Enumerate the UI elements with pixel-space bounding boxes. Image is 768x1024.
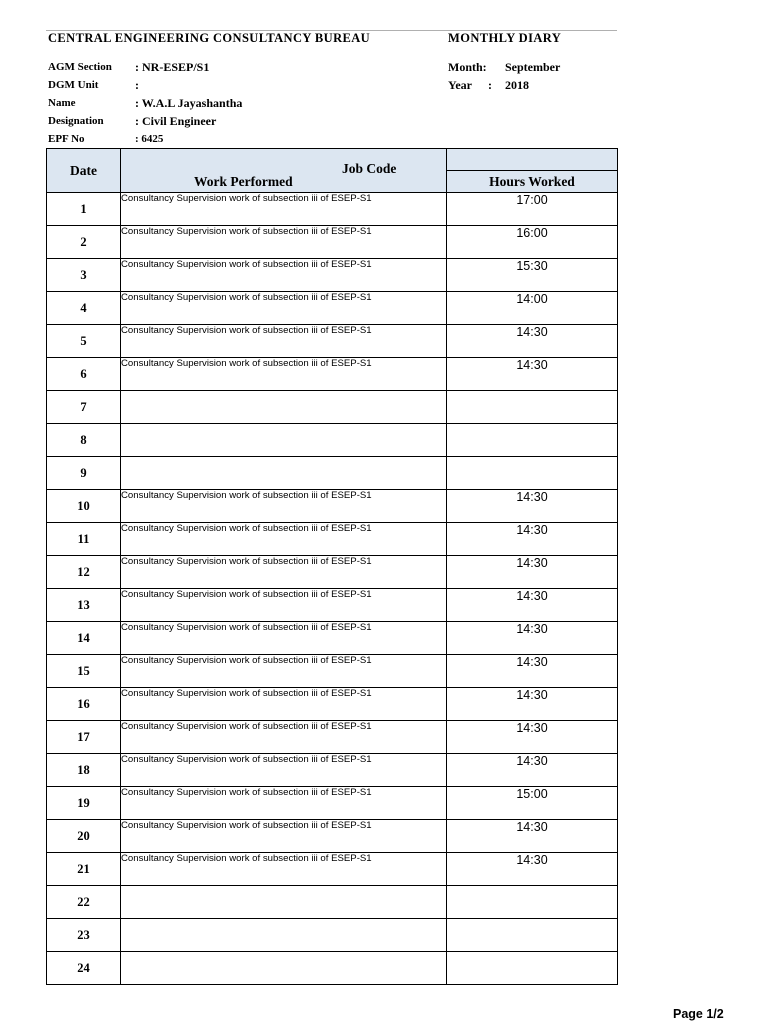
date-cell: 9 [47, 457, 121, 490]
work-cell [121, 886, 447, 919]
designation-value: : Civil Engineer [135, 114, 217, 128]
date-cell: 15 [47, 655, 121, 688]
date-cell: 18 [47, 754, 121, 787]
work-cell: Consultancy Supervision work of subsection iii of ESEP-S1 [121, 721, 447, 754]
hours-cell: 17:00 [447, 193, 618, 226]
date-cell: 24 [47, 952, 121, 985]
organization-title: CENTRAL ENGINEERING CONSULTANCY BUREAU [48, 31, 371, 45]
hours-cell: 15:30 [447, 259, 618, 292]
hours-cell: 14:30 [447, 358, 618, 391]
table-row [47, 754, 618, 787]
designation-label: Designation [48, 115, 104, 127]
hours-cell: 14:30 [447, 721, 618, 754]
date-cell: 6 [47, 358, 121, 391]
date-cell: 11 [47, 523, 121, 556]
month-label: Month: [448, 60, 487, 74]
month-value: September [505, 60, 561, 74]
work-cell: Consultancy Supervision work of subsection iii of ESEP-S1 [121, 589, 447, 622]
epf-label: EPF No [48, 133, 85, 145]
hours-cell: 14:30 [447, 523, 618, 556]
diary-title: MONTHLY DIARY [448, 31, 562, 45]
work-cell: Consultancy Supervision work of subsection iii of ESEP-S1 [121, 688, 447, 721]
date-cell: 22 [47, 886, 121, 919]
hours-cell: 14:30 [447, 655, 618, 688]
date-column-header: Date [47, 149, 121, 193]
work-cell: Consultancy Supervision work of subsection iii of ESEP-S1 [121, 226, 447, 259]
hours-cell: 14:30 [447, 820, 618, 853]
work-cell: Consultancy Supervision work of subsection iii of ESEP-S1 [121, 556, 447, 589]
hours-cell [447, 424, 618, 457]
hours-cell: 16:00 [447, 226, 618, 259]
page-number: Page 1/2 [673, 1007, 724, 1021]
date-cell: 23 [47, 919, 121, 952]
date-cell: 2 [47, 226, 121, 259]
work-cell: Consultancy Supervision work of subsection iii of ESEP-S1 [121, 523, 447, 556]
work-cell: Consultancy Supervision work of subsection iii of ESEP-S1 [121, 325, 447, 358]
table-row [47, 622, 618, 655]
hours-cell: 14:00 [447, 292, 618, 325]
work-cell: Consultancy Supervision work of subsection iii of ESEP-S1 [121, 853, 447, 886]
job-code-header: Job Code [342, 161, 397, 176]
date-cell: 17 [47, 721, 121, 754]
work-cell [121, 919, 447, 952]
table-row [47, 820, 618, 853]
dgm-unit-value: : [135, 78, 139, 92]
date-cell: 4 [47, 292, 121, 325]
table-row [47, 853, 618, 886]
table-row [47, 292, 618, 325]
year-value: 2018 [505, 78, 529, 92]
table-row [47, 457, 618, 490]
date-cell: 19 [47, 787, 121, 820]
work-cell: Consultancy Supervision work of subsection iii of ESEP-S1 [121, 820, 447, 853]
work-cell [121, 424, 447, 457]
date-cell: 20 [47, 820, 121, 853]
year-label: Year [448, 78, 472, 92]
hours-cell [447, 886, 618, 919]
hours-cell: 14:30 [447, 490, 618, 523]
hours-cell: 14:30 [447, 853, 618, 886]
date-cell: 13 [47, 589, 121, 622]
agm-section-label: AGM Section [48, 61, 112, 73]
work-cell: Consultancy Supervision work of subsection iii of ESEP-S1 [121, 259, 447, 292]
hours-cell: 14:30 [447, 688, 618, 721]
table-row [47, 655, 618, 688]
date-cell: 12 [47, 556, 121, 589]
table-row [47, 259, 618, 292]
table-row [47, 424, 618, 457]
table-row [47, 226, 618, 259]
table-row [47, 721, 618, 754]
name-label: Name [48, 97, 76, 109]
work-cell: Consultancy Supervision work of subsection iii of ESEP-S1 [121, 754, 447, 787]
table-row [47, 886, 618, 919]
hours-cell [447, 952, 618, 985]
hours-cell: 14:30 [447, 589, 618, 622]
date-cell: 1 [47, 193, 121, 226]
work-column-header [121, 149, 447, 193]
date-cell: 5 [47, 325, 121, 358]
agm-section-value: : NR-ESEP/S1 [135, 60, 210, 74]
date-cell: 16 [47, 688, 121, 721]
hours-cell: 14:30 [447, 622, 618, 655]
work-cell: Consultancy Supervision work of subsection iii of ESEP-S1 [121, 655, 447, 688]
date-cell: 14 [47, 622, 121, 655]
table-row [47, 952, 618, 985]
work-cell: Consultancy Supervision work of subsection iii of ESEP-S1 [121, 358, 447, 391]
hours-cell [447, 457, 618, 490]
table-row [47, 919, 618, 952]
table-row [47, 391, 618, 424]
work-performed-header: Work Performed [194, 174, 293, 189]
epf-value: : 6425 [135, 133, 164, 145]
table-row [47, 556, 618, 589]
date-cell: 8 [47, 424, 121, 457]
table-row [47, 589, 618, 622]
hours-column-header: Hours Worked [447, 171, 618, 193]
hours-cell: 14:30 [447, 556, 618, 589]
work-cell [121, 391, 447, 424]
work-cell: Consultancy Supervision work of subsection iii of ESEP-S1 [121, 490, 447, 523]
date-cell: 21 [47, 853, 121, 886]
table-row [47, 523, 618, 556]
work-cell: Consultancy Supervision work of subsection iii of ESEP-S1 [121, 622, 447, 655]
year-colon: : [488, 78, 492, 92]
table-row [47, 688, 618, 721]
dgm-unit-label: DGM Unit [48, 79, 99, 91]
hours-cell: 15:00 [447, 787, 618, 820]
hours-cell [447, 391, 618, 424]
table-row [47, 325, 618, 358]
date-cell: 3 [47, 259, 121, 292]
table-row [47, 358, 618, 391]
date-cell: 7 [47, 391, 121, 424]
diary-body [47, 193, 618, 985]
table-row [47, 193, 618, 226]
work-cell: Consultancy Supervision work of subsection iii of ESEP-S1 [121, 787, 447, 820]
hours-header-top [447, 149, 618, 171]
work-cell [121, 457, 447, 490]
diary-table [46, 148, 618, 985]
table-row [47, 787, 618, 820]
hours-cell [447, 919, 618, 952]
name-value: : W.A.L Jayashantha [135, 96, 243, 110]
date-cell: 10 [47, 490, 121, 523]
work-cell: Consultancy Supervision work of subsection iii of ESEP-S1 [121, 292, 447, 325]
hours-cell: 14:30 [447, 754, 618, 787]
work-cell [121, 952, 447, 985]
table-row [47, 490, 618, 523]
work-cell: Consultancy Supervision work of subsection iii of ESEP-S1 [121, 193, 447, 226]
hours-cell: 14:30 [447, 325, 618, 358]
